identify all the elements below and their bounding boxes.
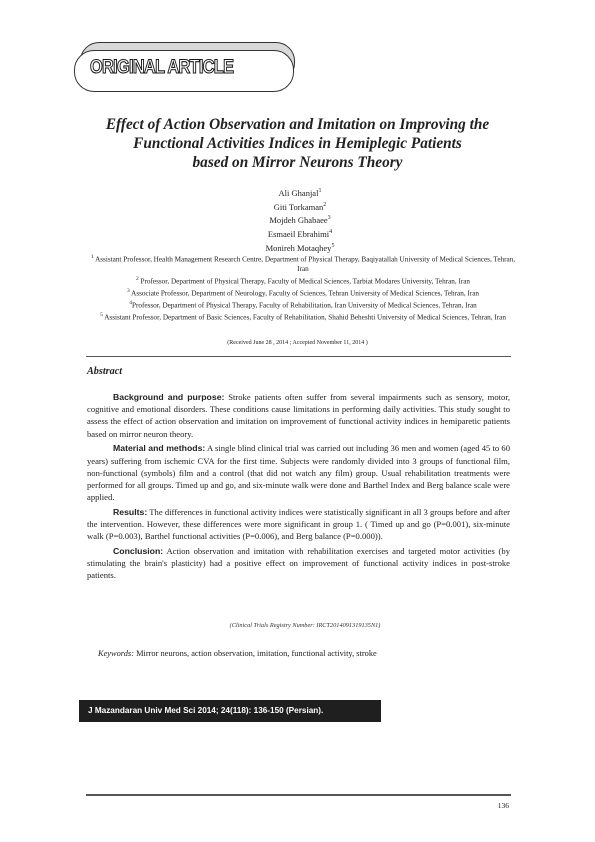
- affiliation-marker: 5: [100, 311, 103, 318]
- section-text: A single blind clinical trial was carried out including 36 men and women (aged 45 to 60 years) suffering from ischemic CVA for the first time. Subjects were randomly divided into 3 groups of functional film, non-functional (symbols) film and a control (that did not watch any film) group. Usual rehabilitation treatments were performed for all groups. Timed up and go, and six-minute walk were done and Barthel Index and Berg balance scale were applied.: [87, 443, 510, 503]
- section-label: Conclusion:: [113, 545, 164, 556]
- section-label: Background and purpose:: [113, 392, 225, 402]
- author-name: Ali Ghanjal: [278, 187, 319, 198]
- received-dates: (Received June 28 , 2014 ; Accepted November 11, 2014 ): [227, 340, 368, 346]
- author-entry: [200, 200, 400, 214]
- page-number: 136: [497, 801, 509, 810]
- author-affiliation-marker: 1: [318, 188, 322, 194]
- affiliation-marker: 4: [129, 299, 132, 306]
- affiliation-entry: [88, 287, 518, 299]
- author-entry: [200, 186, 400, 200]
- abstract-heading: Abstract: [87, 366, 123, 377]
- trial-registry: (Clinical Trials Registry Number: IRCT2014091319135N1): [229, 622, 381, 629]
- author-name: Mojdeh Ghabaee: [269, 215, 328, 226]
- author-affiliation-marker: 5: [331, 242, 335, 249]
- author-entry: [200, 213, 400, 227]
- author-affiliation-marker: 3: [327, 215, 331, 222]
- affiliation-entry: [88, 253, 518, 275]
- paper-title: [60, 115, 535, 172]
- affiliation-marker: 1: [90, 254, 94, 260]
- article-type-label: ORIGINAL ARTICLE: [90, 57, 234, 78]
- author-list: [200, 186, 400, 254]
- title-line: based on Mirror Neurons Theory: [192, 154, 403, 171]
- affiliation-text: Professor, Department of Physical Therapy, Faculty of Rehabilitation, Iran University of Medical Sciences, Tehran, Iran: [131, 300, 477, 309]
- abstract-body: [87, 391, 510, 584]
- keywords: [98, 649, 377, 658]
- affiliation-entry: [88, 311, 518, 323]
- author-name: Giti Torkaman: [273, 201, 324, 212]
- section-text: Stroke patients often suffer from several impairments such as sensory, motor, cognitive and emotional disorders. These conditions cause limitations in performing daily activities. This study sought to assess the effect of action observation and imitation on improvement of functional activity indices in hemiparetic patients based on mirror neuron theory.: [87, 392, 510, 439]
- author-affiliation-marker: 4: [329, 228, 333, 235]
- footer-divider: [86, 794, 511, 796]
- abstract-paragraph: [87, 442, 510, 503]
- abstract-paragraph: [87, 391, 510, 440]
- keywords-text: Mirror neurons, action observation, imitation, functional activity, stroke: [133, 649, 377, 658]
- author-name: Esmaeil Ebrahimi: [267, 228, 330, 239]
- top-divider: [86, 356, 511, 357]
- abstract-paragraph: [87, 545, 510, 582]
- affiliation-text: Assistant Professor, Department of Basic Sciences, Faculty of Rehabilitation, Shahid Beheshti University of Medical Sciences, Tehran, Iran: [104, 312, 506, 321]
- title-line: Effect of Action Observation and Imitation on Improving the: [105, 116, 490, 133]
- affiliation-list: [88, 253, 518, 323]
- journal-citation: J Mazandaran Univ Med Sci 2014; 24(118): 136-150 (Persian).: [79, 700, 381, 722]
- affiliation-entry: [88, 275, 518, 287]
- affiliation-text: Professor, Department of Physical Therapy, Faculty of Medical Sciences, Tarbiat Modares University, Tehran, Iran: [140, 276, 471, 285]
- title-line: Functional Activities Indices in Hemiplegic Patients: [133, 135, 462, 152]
- section-label: Results:: [113, 506, 148, 517]
- affiliation-marker: 3: [126, 287, 130, 294]
- author-affiliation-marker: 2: [323, 201, 327, 208]
- keywords-label: Keywords:: [98, 649, 134, 658]
- section-label: Material and methods:: [113, 443, 206, 454]
- section-text: Action observation and imitation with rehabilitation exercises and targeted motor activities (by stimulating the brain's plasticity) had a positive effect on improvement of functional activity indices in post-stroke patients.: [87, 545, 510, 581]
- author-entry: [200, 227, 400, 241]
- affiliation-marker: 2: [135, 275, 139, 282]
- affiliation-entry: [88, 299, 518, 311]
- abstract-paragraph: [87, 506, 510, 543]
- affiliation-text: Associate Professor, Department of Neurology, Faculty of Sciences, Tehran University of Medical Sciences, Tehran, Iran: [131, 288, 479, 297]
- author-name: Monireh Motaqhey: [265, 242, 332, 253]
- section-text: The differences in functional activity indices were statistically significant in all 3 groups before and after the intervention. However, these differences were more significant in group 1. ( Timed up and go (P=0.001), six-minute walk (P=0.003), Barthel functional activities (P=0.006), and Berg balance (P=0.000)).: [87, 506, 510, 542]
- affiliation-text: Assistant Professor, Health Management Research Centre, Department of Physical Therapy, Baqiyatallah University of Medical Sciences, Tehran, Iran: [95, 255, 516, 273]
